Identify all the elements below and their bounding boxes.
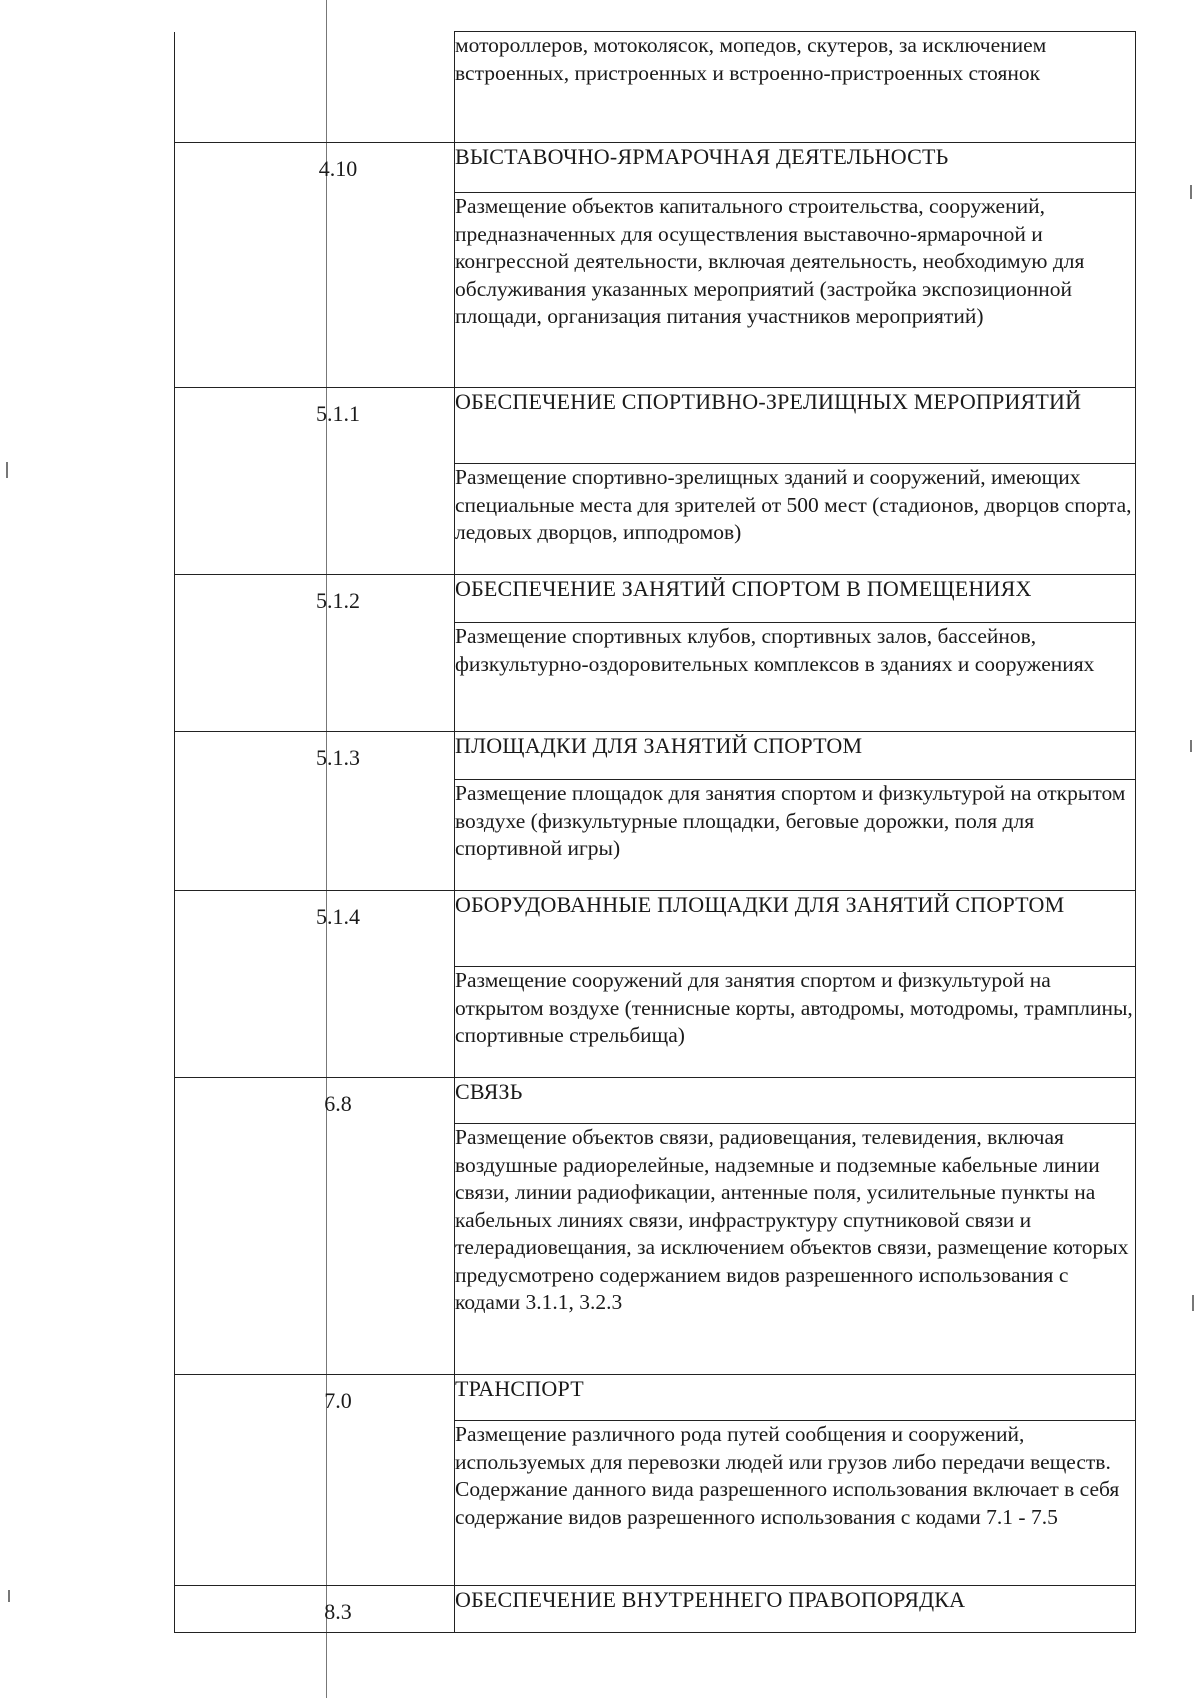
description-cell: Размещение площадок для занятия спортом и физкультурой на открытом воздухе (физкультурные площадки, беговые дорожки, поля для спортивной игры) [455, 780, 1136, 891]
code-cell [175, 387, 455, 464]
description-cell: Размещение объектов капитального строительства, сооружений, предназначенных для осуществления выставочно-ярмарочной и конгрессной деятельности, включая деятельность, необходимую для обслуживания указанных мероприятий (застройка экспозиционной площади, организация питания участников мероприятий) [455, 193, 1136, 388]
code-value: 5.1.3 [316, 744, 360, 770]
description-cell: Размещение спортивных клубов, спортивных залов, бассейнов, физкультурно-оздоровительных комплексов в зданиях и сооружениях [455, 623, 1136, 732]
code-value: 5.1.4 [316, 903, 360, 929]
title-cell: ОБЕСПЕЧЕНИЕ ВНУТРЕННЕГО ПРАВОПОРЯДКА [455, 1585, 1136, 1632]
scan-mark [1190, 740, 1192, 752]
code-cell [175, 193, 455, 388]
code-cell [175, 464, 455, 575]
code-cell [175, 1124, 455, 1375]
code-cell [175, 142, 455, 193]
table-row [175, 387, 1136, 464]
code-cell [175, 1077, 455, 1124]
scan-mark [6, 462, 8, 478]
table-row [175, 967, 1136, 1078]
table-row [175, 193, 1136, 388]
description-cell: Размещение объектов связи, радиовещания, телевидения, включая воздушные радиорелейные, надземные и подземные кабельные линии связи, линии радиофикации, антенные поля, усилительные пункты на кабельных линиях связи, инфраструктуру спутниковой связи и телерадиовещания, за исключением объектов связи, размещение которых предусмотрено содержанием видов разрешенного использования с кодами 3.1.1, 3.2.3 [455, 1124, 1136, 1375]
code-value: 4.10 [318, 155, 358, 181]
code-cell [175, 1374, 455, 1421]
table-row [175, 142, 1136, 193]
table-row [175, 1124, 1136, 1375]
title-cell: ОБОРУДОВАННЫЕ ПЛОЩАДКИ ДЛЯ ЗАНЯТИЙ СПОРТОМ [455, 890, 1136, 967]
title-cell: ВЫСТАВОЧНО-ЯРМАРОЧНАЯ ДЕЯТЕЛЬНОСТЬ [455, 142, 1136, 193]
table-row [175, 1585, 1136, 1632]
table-row [175, 623, 1136, 732]
code-value: 5.1.2 [316, 587, 360, 613]
scan-mark [1190, 185, 1192, 199]
description-cell: Размещение спортивно-зрелищных зданий и сооружений, имеющих специальные места для зрителей от 500 мест (стадионов, дворцов спорта, ледовых дворцов, ипподромов) [455, 464, 1136, 575]
code-cell [175, 731, 455, 780]
table-row [175, 890, 1136, 967]
code-cell [175, 32, 455, 143]
title-cell: ПЛОЩАДКИ ДЛЯ ЗАНЯТИЙ СПОРТОМ [455, 731, 1136, 780]
description-cell: Размещение различного рода путей сообщения и сооружений, используемых для перевозки людей или грузов либо передачи веществ. Содержание данного вида разрешенного использования включает в себя содержание видов разрешенного использования с кодами 7.1 - 7.5 [455, 1421, 1136, 1586]
scan-mark [8, 1590, 10, 1602]
title-cell: ОБЕСПЕЧЕНИЕ СПОРТИВНО-ЗРЕЛИЩНЫХ МЕРОПРИЯТИЙ [455, 387, 1136, 464]
code-cell [175, 1421, 455, 1586]
code-value: 6.8 [324, 1090, 352, 1116]
table-row [175, 731, 1136, 780]
description-cell: мотороллеров, мотоколясок, мопедов, скутеров, за исключением встроенных, пристроенных и встроенно-пристроенных стоянок [455, 32, 1136, 143]
code-cell [175, 623, 455, 732]
table-row [175, 464, 1136, 575]
land-use-table [174, 31, 1136, 1633]
code-cell [175, 890, 455, 967]
title-cell: ТРАНСПОРТ [455, 1374, 1136, 1421]
table-row [175, 1374, 1136, 1421]
code-cell [175, 574, 455, 623]
table-row [175, 1421, 1136, 1586]
code-value: 8.3 [324, 1598, 352, 1624]
code-value: 5.1.1 [316, 400, 360, 426]
code-value: 7.0 [324, 1387, 352, 1413]
table-row [175, 574, 1136, 623]
description-cell: Размещение сооружений для занятия спортом и физкультурой на открытом воздухе (теннисные корты, автодромы, мотодромы, трамплины, спортивные стрельбища) [455, 967, 1136, 1078]
table-row [175, 32, 1136, 143]
scan-mark [1192, 1295, 1194, 1311]
table-row [175, 1077, 1136, 1124]
title-cell: ОБЕСПЕЧЕНИЕ ЗАНЯТИЙ СПОРТОМ В ПОМЕЩЕНИЯХ [455, 574, 1136, 623]
code-cell [175, 780, 455, 891]
code-cell [175, 967, 455, 1078]
title-cell: СВЯЗЬ [455, 1077, 1136, 1124]
table-row [175, 780, 1136, 891]
code-cell [175, 1585, 455, 1632]
